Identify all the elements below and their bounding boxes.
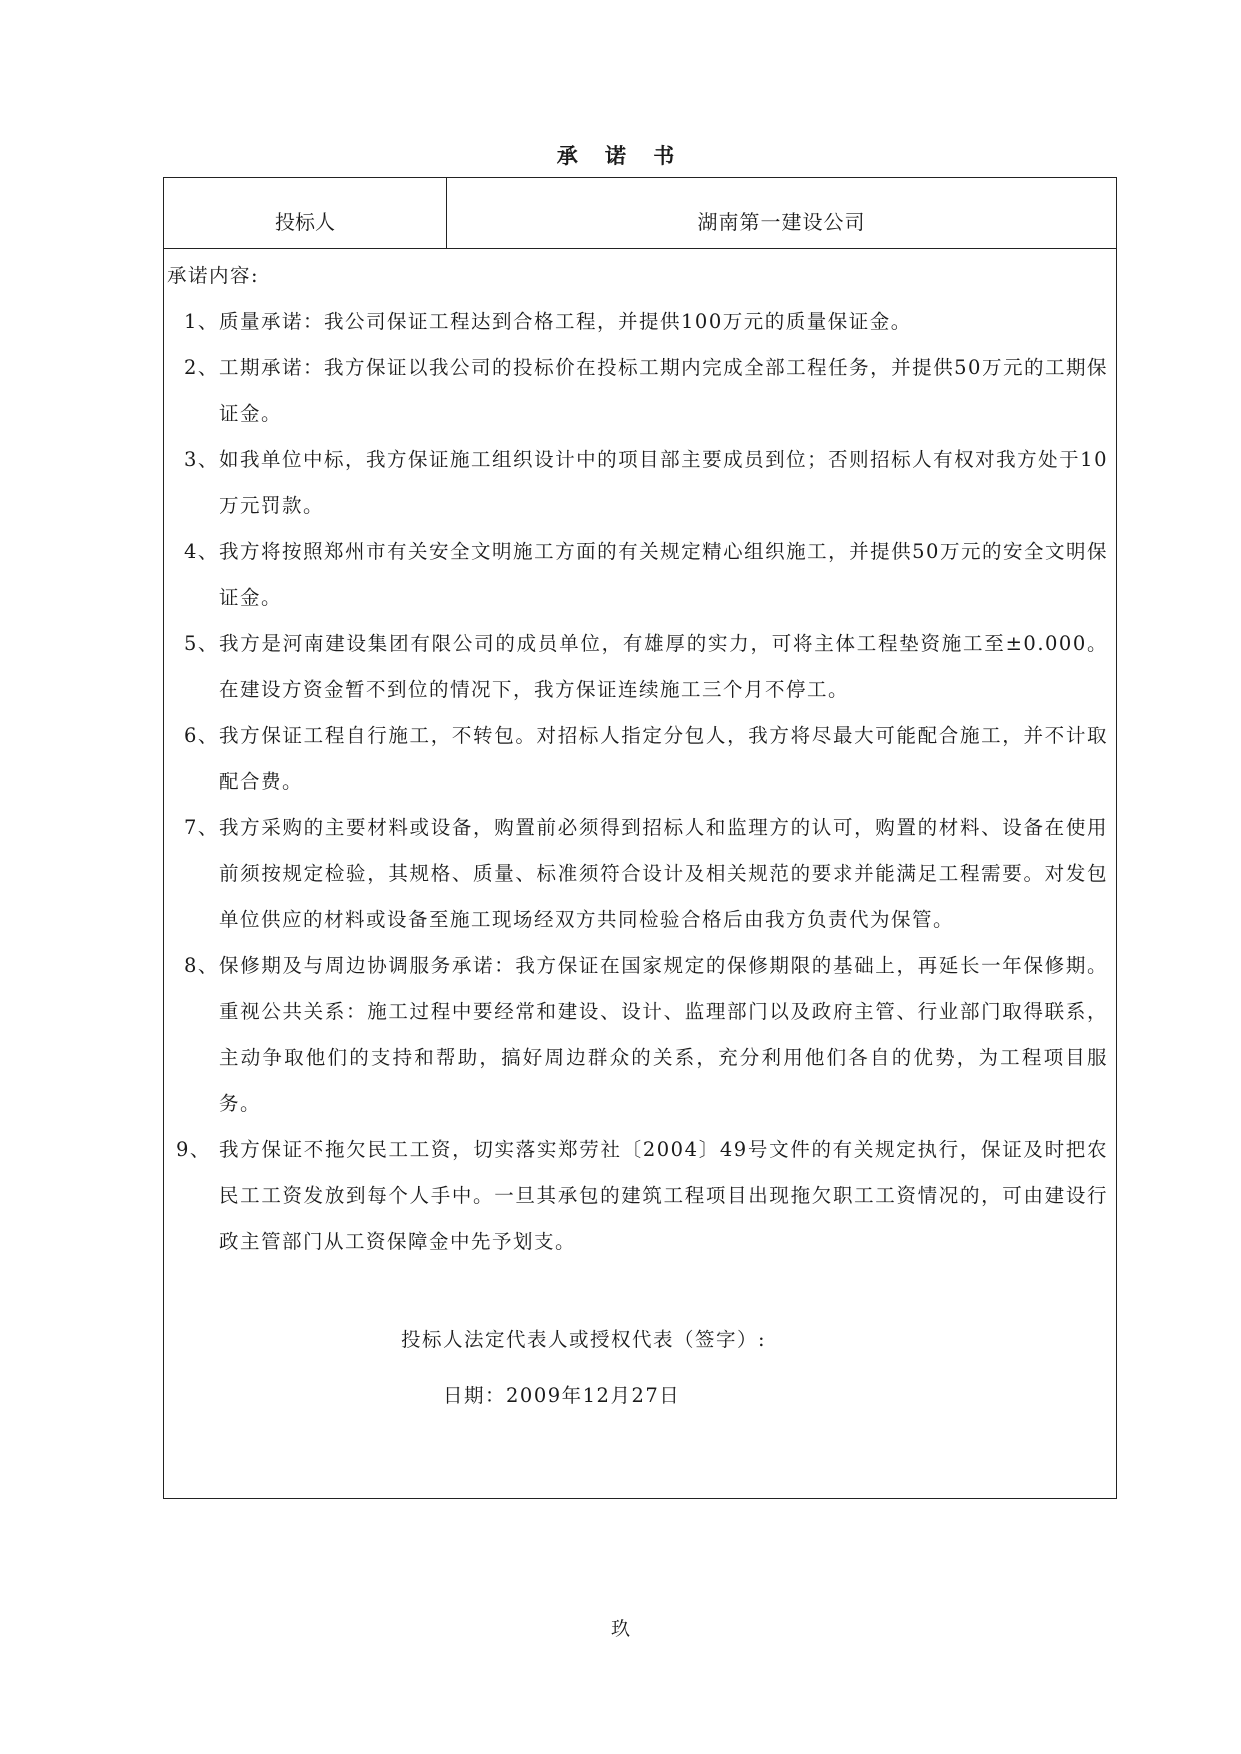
date-line: 日期：2009年12月27日 <box>443 1384 681 1407</box>
item-number: 9、 <box>176 1138 211 1161</box>
content-label: 承诺内容: <box>167 264 260 287</box>
item-number: 1、 <box>184 310 219 333</box>
item-number: 7、 <box>184 816 219 839</box>
item-text: 我方保证工程自行施工，不转包。对招标人指定分包人，我方将尽最大可能配合施工，并不计取配合费。 <box>219 724 1108 793</box>
page-number: 玖 <box>610 1618 630 1640</box>
item-number: 2、 <box>184 356 219 379</box>
commitment-item-8 <box>164 943 1116 1127</box>
commitment-item-9 <box>164 1127 1116 1265</box>
item-text: 保修期及与周边协调服务承诺：我方保证在国家规定的保修期限的基础上，再延长一年保修期。重视公共关系：施工过程中要经常和建设、设计、监理部门以及政府主管、行业部门取得联系，主动争取他们的支持和帮助，搞好周边群众的关系，充分利用他们各自的优势，为工程项目服务。 <box>219 954 1108 1115</box>
commitment-item-7 <box>164 805 1116 943</box>
commitment-item-6 <box>164 713 1116 805</box>
commitment-content <box>164 249 1116 1265</box>
commitment-item-5 <box>164 621 1116 713</box>
commitment-item-4 <box>164 529 1116 621</box>
signature-line: 投标人法定代表人或授权代表（签字）: <box>401 1328 767 1351</box>
item-number: 8、 <box>184 954 219 977</box>
item-text: 我方采购的主要材料或设备，购置前必须得到招标人和监理方的认可，购置的材料、设备在使用前须按规定检验，其规格、质量、标准须符合设计及相关规范的要求并能满足工程需要。对发包单位供应的材料或设备至施工现场经双方共同检验合格后由我方负责代为保管。 <box>219 816 1108 931</box>
item-number: 4、 <box>184 540 219 563</box>
bidder-name: 湖南第一建设公司 <box>697 209 866 234</box>
bidder-row <box>164 178 1116 249</box>
item-number: 5、 <box>184 632 219 655</box>
commitment-item-3 <box>164 437 1116 529</box>
item-text: 工期承诺：我方保证以我公司的投标价在投标工期内完成全部工程任务，并提供50万元的工期保证金。 <box>219 356 1108 425</box>
document-title: 承 诺 书 <box>556 143 685 168</box>
item-number: 3、 <box>184 448 219 471</box>
bidder-label: 投标人 <box>164 178 447 248</box>
item-text: 我方将按照郑州市有关安全文明施工方面的有关规定精心组织施工，并提供50万元的安全文明保证金。 <box>219 540 1108 609</box>
item-text: 我方是河南建设集团有限公司的成员单位，有雄厚的实力，可将主体工程垫资施工至±0.000。在建设方资金暂不到位的情况下，我方保证连续施工三个月不停工。 <box>219 632 1108 701</box>
commitment-item-1 <box>164 299 1116 345</box>
item-text: 我方保证不拖欠民工工资，切实落实郑劳社〔2004〕49号文件的有关规定执行，保证及时把农民工工资发放到每个人手中。一旦其承包的建筑工程项目出现拖欠职工工资情况的，可由建设行政主管部门从工资保障金中先予划支。 <box>219 1138 1108 1253</box>
item-number: 6、 <box>184 724 219 747</box>
item-text: 质量承诺：我公司保证工程达到合格工程，并提供100万元的质量保证金。 <box>219 310 912 333</box>
commitment-table <box>163 177 1117 1499</box>
commitment-item-2 <box>164 345 1116 437</box>
item-text: 如我单位中标，我方保证施工组织设计中的项目部主要成员到位；否则招标人有权对我方处于10万元罚款。 <box>219 448 1108 517</box>
